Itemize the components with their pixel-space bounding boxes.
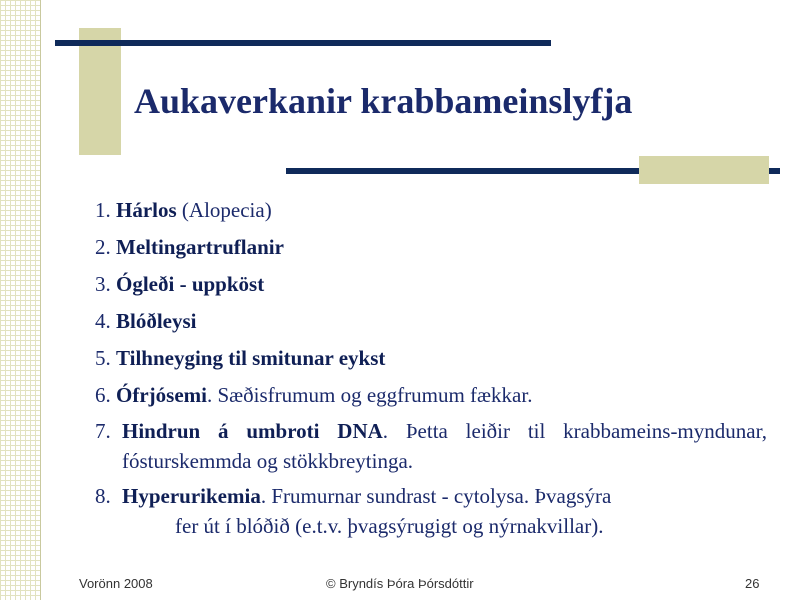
list-item-text: . Frumurnar sundrast - cytolysa. Þvagsýra bbox=[260, 484, 612, 508]
list-item-number: 8. bbox=[95, 484, 111, 508]
list-item-text: (Alopecia) bbox=[176, 198, 272, 222]
list-item-number: 1. bbox=[95, 198, 111, 222]
list-item-number: 6. bbox=[95, 383, 111, 407]
list-item-1 bbox=[95, 194, 767, 226]
list-item-6 bbox=[95, 379, 767, 411]
list-item-label: Hyperurikemia bbox=[122, 484, 261, 508]
list-item-continuation: fer út í blóðið (e.t.v. þvagsýrugigt og nýrnakvillar). bbox=[175, 514, 604, 538]
list-item-4 bbox=[95, 305, 767, 337]
list-item-5 bbox=[95, 342, 767, 374]
list-item-label: Tilhneyging til smitunar eykst bbox=[116, 346, 386, 370]
list-item-text: . Sæðisfrumum og eggfrumum fækkar. bbox=[206, 383, 533, 407]
footer-term: Vorönn 2008 bbox=[79, 576, 153, 591]
accent-bar-horizontal bbox=[639, 156, 769, 184]
accent-bar-vertical bbox=[79, 28, 121, 155]
list-item-number: 7. bbox=[95, 419, 111, 443]
list-item-label: Hárlos bbox=[116, 198, 177, 222]
list-item-7 bbox=[95, 416, 767, 476]
list-item-number: 2. bbox=[95, 235, 111, 259]
list-item-8 bbox=[95, 481, 767, 541]
footer-page-number: 26 bbox=[745, 576, 760, 591]
list-item-number: 3. bbox=[95, 272, 111, 296]
list-item-3 bbox=[95, 268, 767, 300]
list-item-label: Blóðleysi bbox=[116, 309, 197, 333]
list-item-label: Hindrun á umbroti DNA bbox=[122, 419, 383, 443]
list-item-label: Ógleði - uppköst bbox=[116, 272, 265, 296]
list-item-label: Meltingartruflanir bbox=[116, 235, 284, 259]
list-item-label: Ófrjósemi bbox=[116, 383, 207, 407]
list-item-2 bbox=[95, 231, 767, 263]
list-item-number: 5. bbox=[95, 346, 111, 370]
grid-pattern-strip bbox=[0, 0, 41, 600]
side-effects-list bbox=[95, 194, 767, 546]
footer-author: © Bryndís Þóra Þórsdóttir bbox=[326, 576, 474, 591]
slide-title: Aukaverkanir krabbameinslyfja bbox=[134, 81, 633, 121]
title-rule-top bbox=[55, 40, 551, 46]
list-item-text: . Þetta leiðir til krabbameins-myndunar, fósturskemmda og stökkbreytinga. bbox=[122, 419, 767, 473]
list-item-number: 4. bbox=[95, 309, 111, 333]
